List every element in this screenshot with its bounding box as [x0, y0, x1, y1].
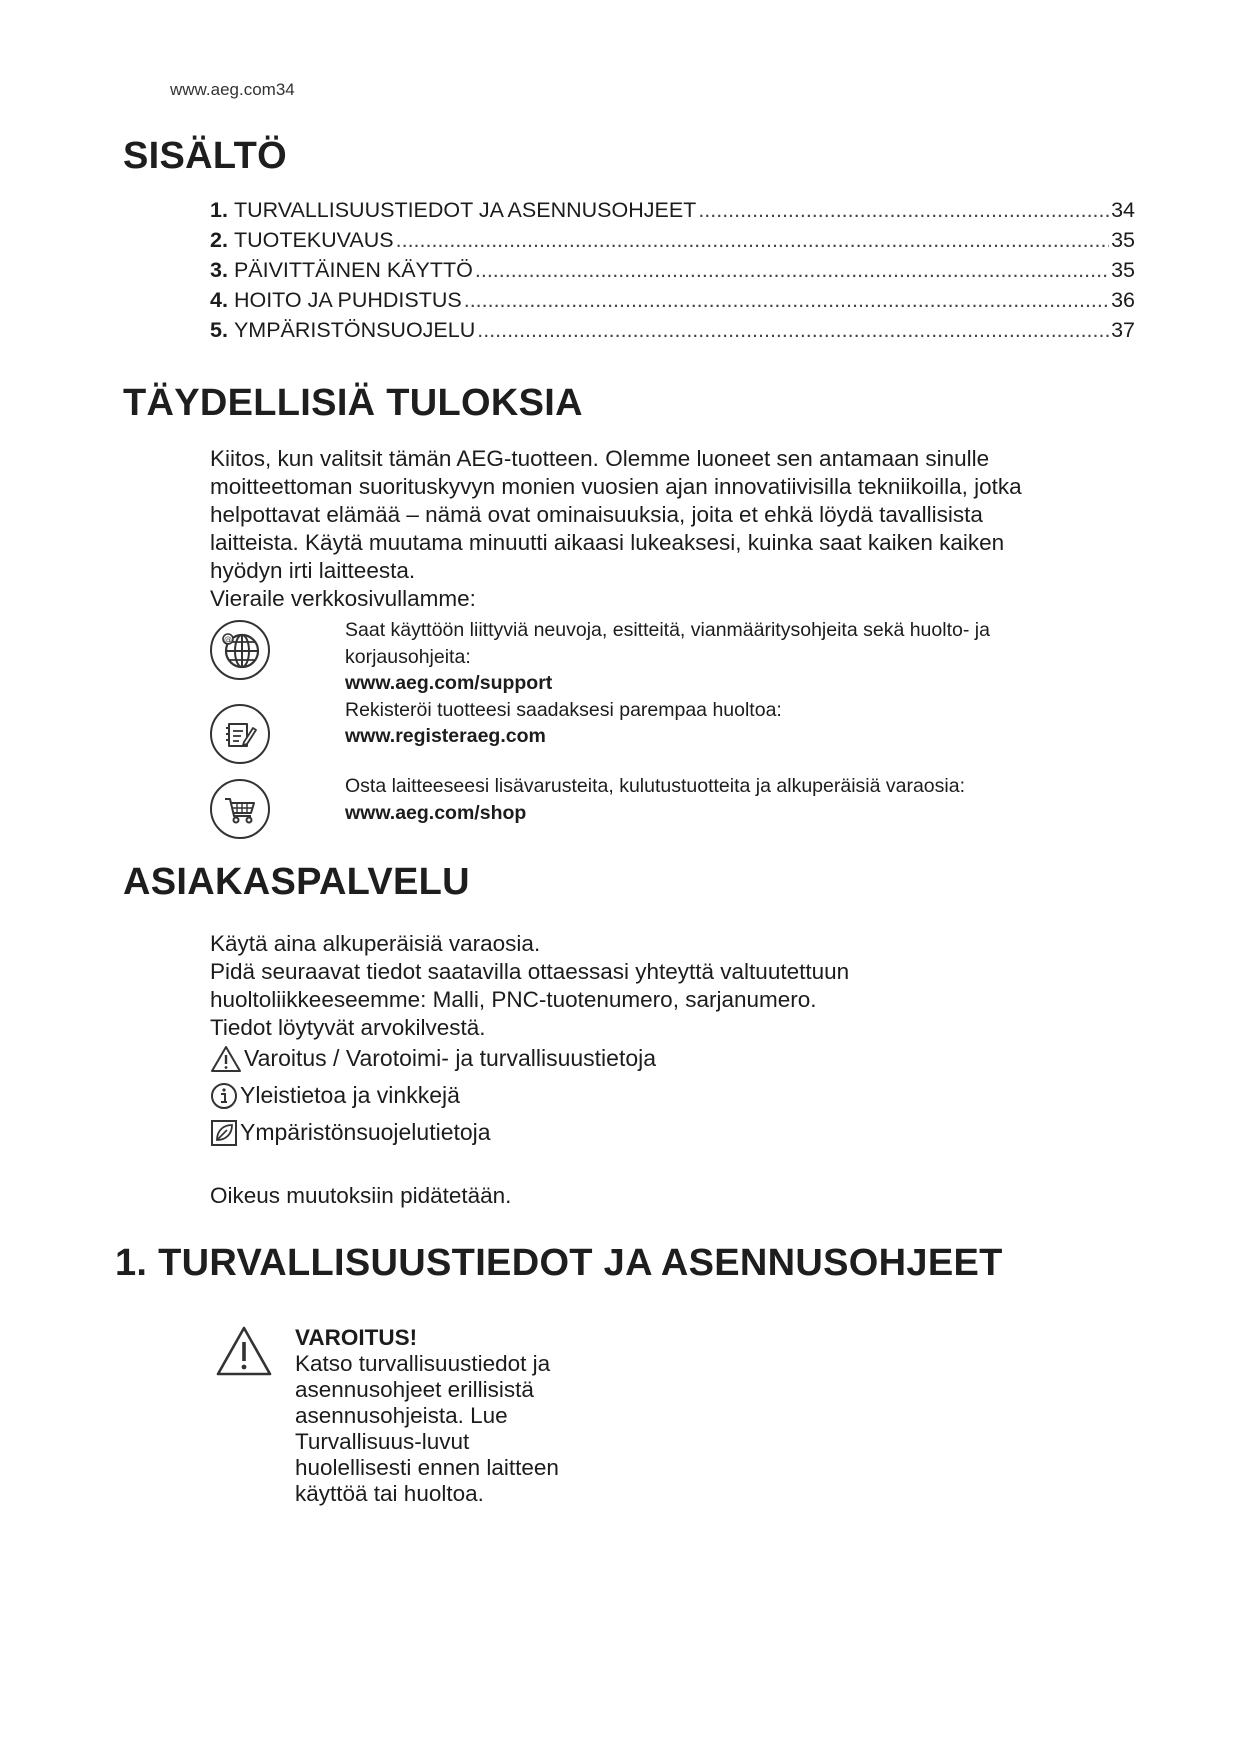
- results-line: Vieraile verkkosivullamme:: [210, 586, 476, 611]
- toc-item-number: 5.: [210, 318, 228, 342]
- service-line: Tiedot löytyvät arvokilvestä.: [210, 1015, 486, 1040]
- legend-label: Varoitus / Varotoimi- ja turvallisuustietoja: [244, 1045, 657, 1071]
- toc-item[interactable]: [210, 198, 1135, 228]
- results-title: TÄYDELLISIÄ TULOKSIA: [123, 382, 583, 424]
- toc-item-label: YMPÄRISTÖNSUOJELU: [233, 318, 476, 342]
- legend-label: Ympäristönsuojelutietoja: [240, 1119, 491, 1145]
- legend-item: [210, 1077, 910, 1114]
- toc-item[interactable]: [210, 318, 1135, 348]
- warning-line: asennusohjeista. Lue: [295, 1403, 508, 1428]
- toc-item[interactable]: [210, 288, 1135, 318]
- info-icon: [210, 1081, 240, 1111]
- warning-line: Turvallisuus-luvut: [295, 1429, 470, 1454]
- warning-triangle-icon: [215, 1325, 273, 1382]
- support-link[interactable]: www.aeg.com/support: [345, 672, 553, 694]
- register-icon: [210, 704, 270, 764]
- legend-item: [210, 1114, 910, 1151]
- service-title: ASIAKASPALVELU: [123, 861, 470, 903]
- legend: [210, 1040, 910, 1151]
- service-paragraph: [210, 930, 1130, 1042]
- header-url: www.aeg.com34: [170, 80, 295, 99]
- toc-dot-leader: [396, 228, 1109, 253]
- toc-item-page: 37: [1111, 318, 1135, 342]
- legend-item: [210, 1040, 910, 1077]
- toc-item-label: TUOTEKUVAUS: [233, 228, 394, 252]
- warning-title: VAROITUS!: [295, 1325, 418, 1350]
- toc-dot-leader: [464, 288, 1109, 313]
- toc-item-number: 4.: [210, 288, 228, 312]
- toc-item-number: 2.: [210, 228, 228, 252]
- toc-dot-leader: [477, 318, 1109, 343]
- results-line: laitteista. Käytä muutama minuutti aikaasi lukeaksesi, kuinka saat kaiken kaiken: [210, 530, 1005, 555]
- toc-item-number: 1.: [210, 198, 228, 222]
- results-line: helpottavat elämää – nämä ovat ominaisuuksia, joita et ehkä löydä tavallisista: [210, 502, 983, 527]
- toc-title: SISÄLTÖ: [123, 135, 287, 177]
- warning-line: asennusohjeet erillisistä: [295, 1377, 534, 1402]
- toc-item-label: HOITO JA PUHDISTUS: [233, 288, 462, 312]
- support-text: Saat käyttöön liittyviä neuvoja, esitteitä, vianmääritysohjeita sekä huolto- ja: [345, 619, 990, 641]
- service-line: huoltoliikkeeseemme: Malli, PNC-tuotenumero, sarjanumero.: [210, 987, 817, 1012]
- warning-line: Katso turvallisuustiedot ja: [295, 1351, 551, 1376]
- toc-item-label: PÄIVITTÄINEN KÄYTTÖ: [233, 258, 473, 282]
- toc-item[interactable]: [210, 258, 1135, 288]
- toc-item-number: 3.: [210, 258, 228, 282]
- safety-title: 1. TURVALLISUUSTIEDOT JA ASENNUSOHJEET: [115, 1242, 1003, 1284]
- results-paragraph: [210, 445, 1130, 613]
- results-line: moitteettoman suorituskyvyn monien vuosien ajan innovatiivisilla tekniikoilla, jotka: [210, 474, 1022, 499]
- warning-text: [295, 1325, 635, 1507]
- shop-item: [345, 773, 1105, 826]
- toc-item-page: 35: [1111, 228, 1135, 252]
- toc-item[interactable]: [210, 228, 1135, 258]
- toc-dot-leader: [475, 258, 1109, 283]
- table-of-contents: [210, 198, 1135, 348]
- shop-link[interactable]: www.aeg.com/shop: [345, 801, 527, 824]
- register-link[interactable]: www.registeraeg.com: [345, 725, 546, 747]
- legend-label: Yleistietoa ja vinkkejä: [240, 1082, 460, 1108]
- support-item: [345, 617, 1105, 750]
- support-text: korjausohjeita:: [345, 645, 471, 668]
- toc-item-page: 35: [1111, 258, 1135, 282]
- cart-icon: [210, 779, 270, 839]
- shop-text: Osta laitteeseesi lisävarusteita, kulutustuotteita ja alkuperäisiä varaosia:: [345, 775, 965, 797]
- warning-icon: [210, 1044, 244, 1074]
- register-text: Rekisteröi tuotteesi saadaksesi parempaa huoltoa:: [345, 698, 782, 721]
- results-line: hyödyn irti laitteesta.: [210, 558, 416, 583]
- service-line: Käytä aina alkuperäisiä varaosia.: [210, 931, 541, 956]
- leaf-icon: [210, 1118, 240, 1148]
- toc-dot-leader: [698, 198, 1109, 223]
- svg-text:@: @: [224, 635, 232, 644]
- globe-icon: [210, 620, 270, 680]
- toc-item-page: 34: [1111, 198, 1135, 222]
- service-line: Pidä seuraavat tiedot saatavilla ottaessasi yhteyttä valtuutettuun: [210, 959, 850, 984]
- toc-item-label: TURVALLISUUSTIEDOT JA ASENNUSOHJEET: [233, 198, 697, 222]
- warning-line: huolellisesti ennen laitteen: [295, 1455, 559, 1480]
- changes-note: Oikeus muutoksiin pidätetään.: [210, 1183, 512, 1208]
- results-line: Kiitos, kun valitsit tämän AEG-tuotteen. Olemme luoneet sen antamaan sinulle: [210, 446, 990, 471]
- warning-line: käyttöä tai huoltoa.: [295, 1481, 484, 1506]
- toc-item-page: 36: [1111, 288, 1135, 312]
